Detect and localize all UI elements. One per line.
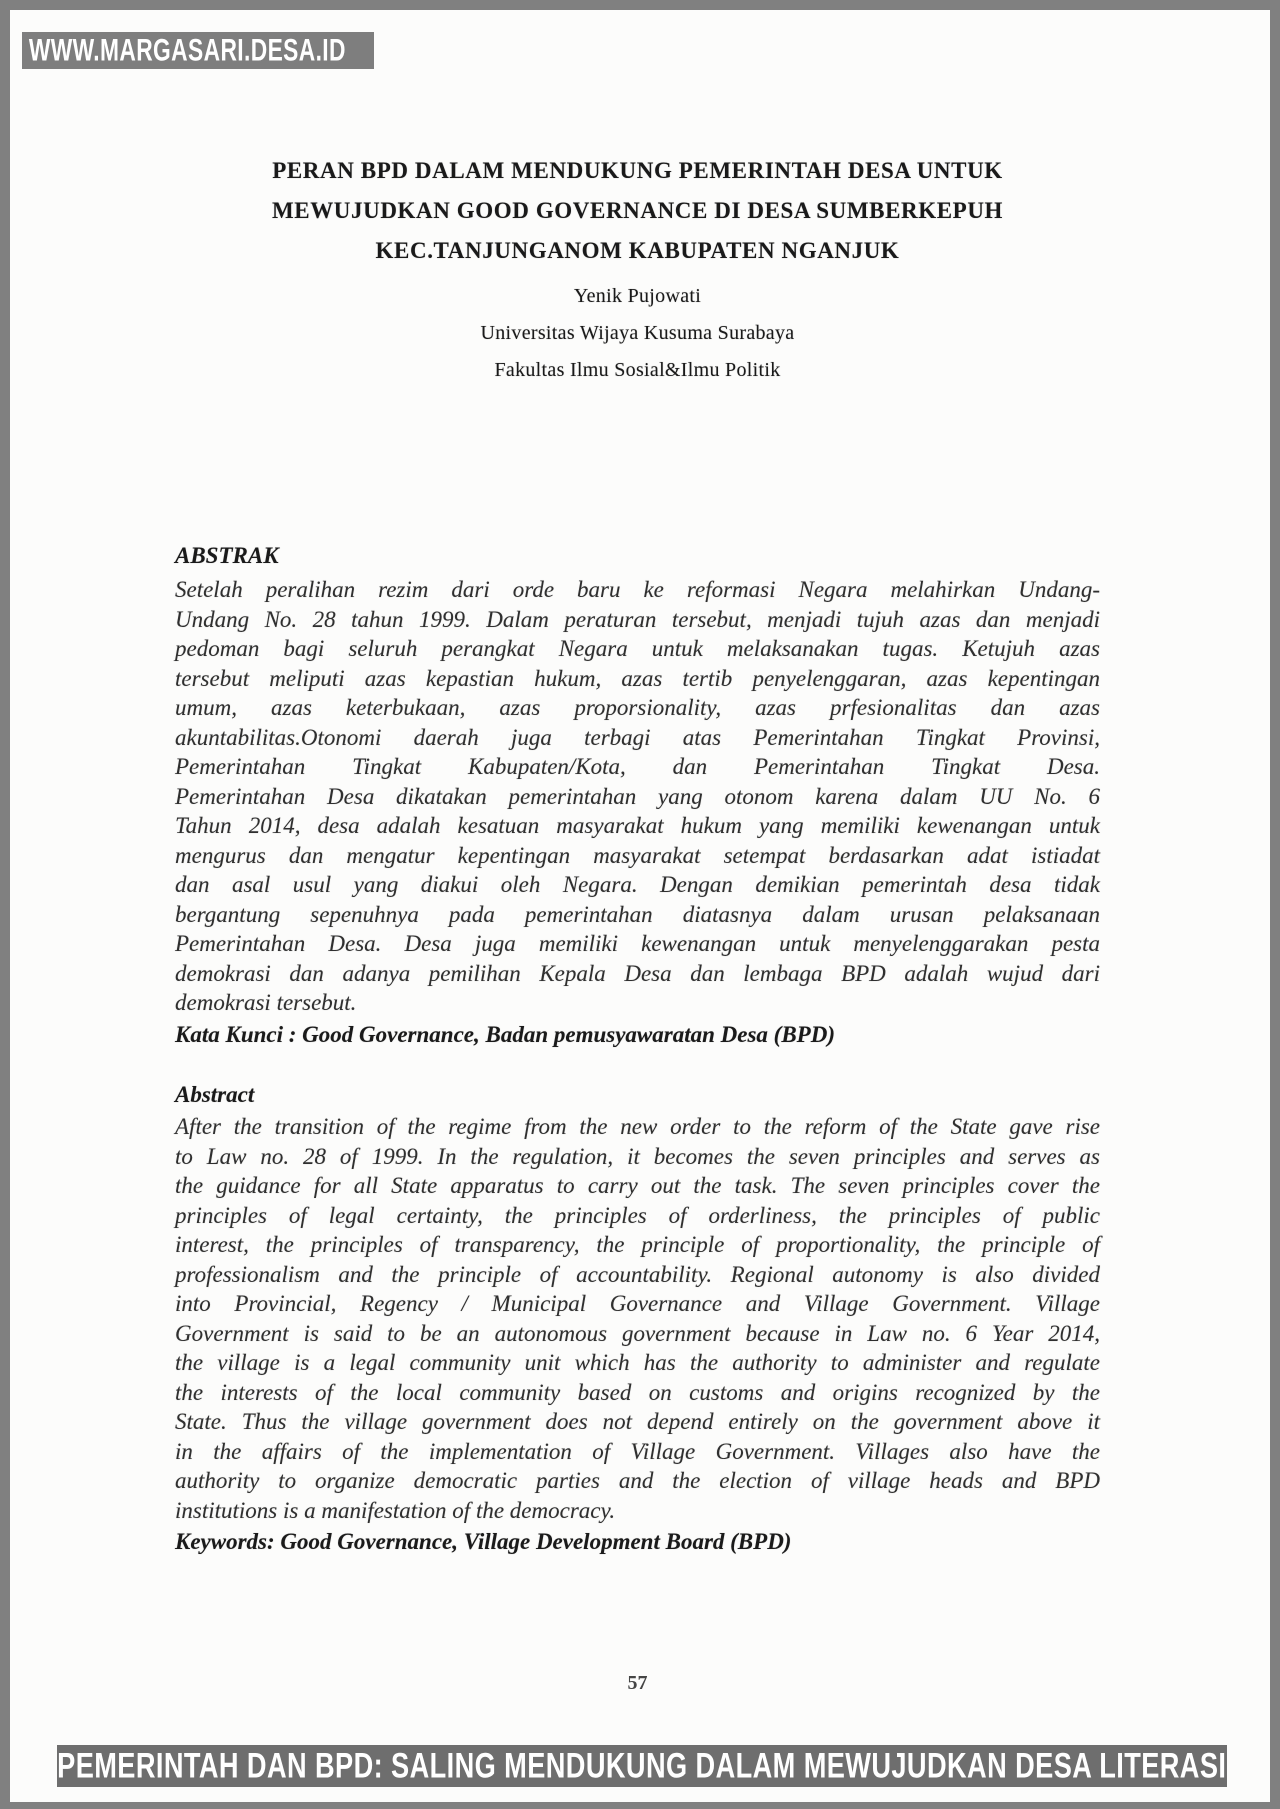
text-line: akuntabilitas.Otonomi daerah juga terbagi atas Pemerintahan Tingkat Provinsi, — [175, 724, 1100, 750]
text-line: Undang No. 28 tahun 1999. Dalam peraturan tersebut, menjadi tujuh azas dan menjadi — [175, 606, 1100, 632]
bottom-caption-text: PEMERINTAH DAN BPD: SALING MENDUKUNG DALAM MEWUJUDKAN DESA LITERASI — [57, 1746, 1227, 1786]
text-line: into Provincial, Regency / Municipal Governance and Village Government. Village — [175, 1291, 1100, 1316]
text-line: professionalism and the principle of accountability. Regional autonomy is also divided — [175, 1261, 1100, 1287]
text-line: Tahun 2014, desa adalah kesatuan masyarakat hukum yang memiliki kewenangan untuk — [175, 813, 1100, 838]
abstrak-heading: ABSTRAK — [175, 543, 279, 568]
paper-title-block — [175, 151, 1100, 389]
text-line: demokrasi tersebut. — [175, 990, 357, 1015]
kata-kunci-line: Kata Kunci : Good Governance, Badan pemusyawaratan Desa (BPD) — [175, 1022, 835, 1047]
text-line: to Law no. 28 of 1999. In the regulation, it becomes the seven principles and serves as — [175, 1143, 1100, 1169]
site-watermark-badge — [22, 32, 374, 69]
text-line: After the transition of the regime from the new order to the reform of the State gave rise — [175, 1114, 1100, 1139]
page-number: 57 — [627, 1672, 648, 1694]
text-line: in the affairs of the implementation of Village Government. Villages also have the — [175, 1438, 1100, 1464]
author-block — [175, 278, 1100, 389]
text-line: State. Thus the village government does not depend entirely on the government above it — [175, 1409, 1100, 1434]
text-line: dan asal usul yang diakui oleh Negara. Dengan demikian pemerintah desa tidak — [175, 872, 1100, 897]
text-line: Pemerintahan Tingkat Kabupaten/Kota, dan Pemerintahan Tingkat Desa. — [175, 754, 1100, 779]
site-watermark-text: WWW.MARGASARI.DESA.ID — [28, 33, 346, 68]
bottom-caption-badge — [57, 1745, 1227, 1787]
text-line: Pemerintahan Desa. Desa juga memiliki kewenangan untuk menyelenggarakan pesta — [175, 931, 1100, 956]
text-line: the guidance for all State apparatus to carry out the task. The seven principles cover the — [175, 1173, 1100, 1198]
text-line: interest, the principles of transparency, the principle of proportionality, the principle of — [175, 1232, 1100, 1257]
author-name: Yenik Pujowati — [573, 285, 702, 307]
text-line: Setelah peralihan rezim dari orde baru ke reformasi Negara melahirkan Undang- — [175, 577, 1100, 602]
paper-title-line-1: PERAN BPD DALAM MENDUKUNG PEMERINTAH DESA UNTUK — [272, 158, 1003, 183]
text-line: tersebut meliputi azas kepastian hukum, azas tertib penyelenggaran, azas kepentingan — [175, 665, 1100, 691]
text-line: Pemerintahan Desa dikatakan pemerintahan yang otonom karena dalam UU No. 6 — [175, 783, 1100, 809]
text-line: institutions is a manifestation of the democracy. — [175, 1497, 616, 1523]
paper-title-line-3: KEC.TANJUNGANOM KABUPATEN NGANJUK — [375, 238, 900, 263]
abstrak-paragraph — [175, 575, 1100, 1018]
text-line: principles of legal certainty, the principles of orderliness, the principles of public — [175, 1202, 1100, 1228]
text-line: mengurus dan mengatur kepentingan masyarakat setempat berdasarkan adat istiadat — [175, 842, 1100, 868]
text-line: the interests of the local community based on customs and origins recognized by the — [175, 1379, 1100, 1405]
text-line: Government is said to be an autonomous government because in Law no. 6 Year 2014, — [175, 1320, 1100, 1346]
abstract-en-paragraph — [175, 1112, 1100, 1525]
affiliation-university: Universitas Wijaya Kusuma Surabaya — [480, 322, 795, 344]
text-line: bergantung sepenuhnya pada pemerintahan diatasnya dalam urusan pelaksanaan — [175, 901, 1100, 927]
text-line: the village is a legal community unit which has the authority to administer and regulate — [175, 1350, 1100, 1375]
affiliation-faculty: Fakultas Ilmu Sosial&Ilmu Politik — [494, 359, 781, 381]
paper-title-line-2: MEWUJUDKAN GOOD GOVERNANCE DI DESA SUMBERKEPUH — [271, 198, 1004, 223]
text-line: demokrasi dan adanya pemilihan Kepala Desa dan lembaga BPD adalah wujud dari — [175, 960, 1100, 986]
text-line: umum, azas keterbukaan, azas proporsionality, azas prfesionalitas dan azas — [175, 695, 1100, 720]
text-line: authority to organize democratic parties and the election of village heads and BPD — [175, 1468, 1100, 1493]
abstract-en-heading: Abstract — [175, 1082, 255, 1107]
scanned-paper-page — [10, 10, 1270, 1802]
keywords-line: Keywords: Good Governance, Village Development Board (BPD) — [175, 1529, 792, 1554]
text-line: pedoman bagi seluruh perangkat Negara untuk melaksanakan tugas. Ketujuh azas — [175, 636, 1100, 661]
